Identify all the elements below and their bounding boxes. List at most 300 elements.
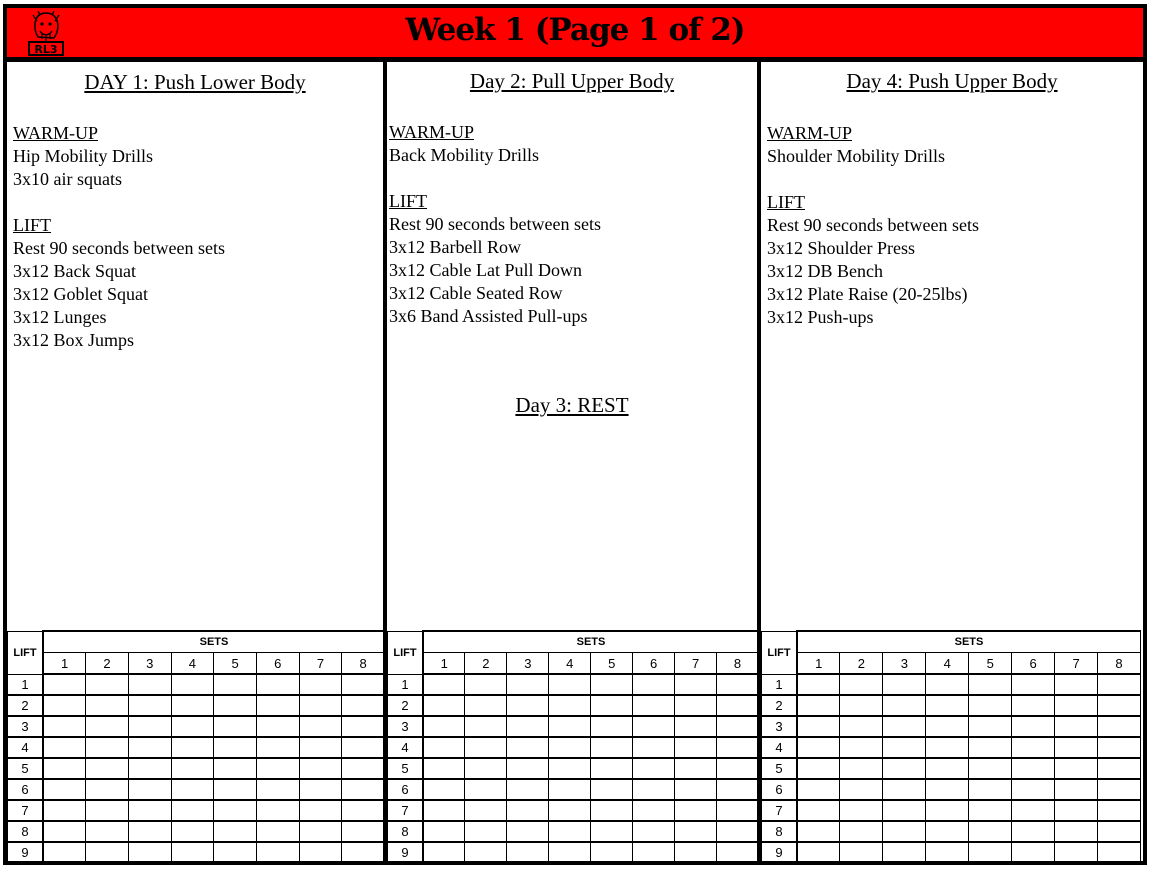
log-cell[interactable] bbox=[43, 842, 86, 862]
log-cell[interactable] bbox=[1055, 779, 1098, 800]
log-cell[interactable] bbox=[1055, 821, 1098, 842]
log-cell[interactable] bbox=[214, 737, 257, 758]
log-cell[interactable] bbox=[633, 695, 675, 716]
log-cell[interactable] bbox=[1098, 695, 1141, 716]
log-cell[interactable] bbox=[1055, 800, 1098, 821]
log-cell[interactable] bbox=[214, 779, 257, 800]
log-cell[interactable] bbox=[43, 758, 86, 779]
lift-heading: LIFT bbox=[389, 191, 427, 211]
set-number-header: 8 bbox=[1098, 653, 1141, 675]
log-cell[interactable] bbox=[717, 758, 759, 779]
log-cell[interactable] bbox=[86, 716, 129, 737]
log-cell[interactable] bbox=[299, 737, 342, 758]
log-cell[interactable] bbox=[171, 737, 214, 758]
log-cell[interactable] bbox=[797, 716, 840, 737]
log-cell[interactable] bbox=[342, 842, 385, 862]
warmup-heading: WARM-UP bbox=[13, 123, 99, 143]
lift-log-table bbox=[387, 630, 759, 861]
log-cell[interactable] bbox=[465, 674, 507, 695]
log-cell[interactable] bbox=[342, 737, 385, 758]
log-cell[interactable] bbox=[43, 800, 86, 821]
lift-heading: LIFT bbox=[767, 192, 805, 212]
lift-item: 3x12 Plate Raise (20-25lbs) bbox=[767, 284, 968, 304]
log-cell[interactable] bbox=[883, 758, 926, 779]
log-cell[interactable] bbox=[549, 716, 591, 737]
log-cell[interactable] bbox=[1055, 737, 1098, 758]
log-cell[interactable] bbox=[1098, 821, 1141, 842]
log-cell[interactable] bbox=[86, 758, 129, 779]
log-cell[interactable] bbox=[717, 800, 759, 821]
workout-sheet bbox=[3, 4, 1147, 865]
table-row bbox=[388, 695, 759, 716]
log-cell[interactable] bbox=[507, 716, 549, 737]
log-cell[interactable] bbox=[883, 737, 926, 758]
log-cell[interactable] bbox=[128, 800, 171, 821]
log-cell[interactable] bbox=[797, 695, 840, 716]
table-row bbox=[388, 821, 759, 842]
log-cell[interactable] bbox=[883, 779, 926, 800]
log-cell[interactable] bbox=[633, 842, 675, 862]
log-cell[interactable] bbox=[840, 800, 883, 821]
table-row bbox=[8, 758, 385, 779]
table-row bbox=[762, 695, 1141, 716]
log-cell[interactable] bbox=[1012, 842, 1055, 862]
log-cell[interactable] bbox=[926, 779, 969, 800]
log-cell[interactable] bbox=[299, 695, 342, 716]
lift-column-header: LIFT bbox=[8, 631, 44, 674]
log-cell[interactable] bbox=[465, 779, 507, 800]
log-cell[interactable] bbox=[969, 737, 1012, 758]
log-cell[interactable] bbox=[969, 800, 1012, 821]
log-cell[interactable] bbox=[342, 779, 385, 800]
log-cell[interactable] bbox=[1012, 800, 1055, 821]
log-cell[interactable] bbox=[171, 674, 214, 695]
log-cell[interactable] bbox=[171, 842, 214, 862]
set-number-header: 2 bbox=[86, 653, 129, 675]
day-1-column bbox=[7, 62, 387, 861]
set-number-header: 2 bbox=[465, 653, 507, 675]
log-cell[interactable] bbox=[840, 695, 883, 716]
log-cell[interactable] bbox=[549, 800, 591, 821]
log-cell[interactable] bbox=[171, 695, 214, 716]
set-number-header: 4 bbox=[926, 653, 969, 675]
set-number-header: 6 bbox=[1012, 653, 1055, 675]
log-cell[interactable] bbox=[797, 842, 840, 862]
log-cell[interactable] bbox=[171, 821, 214, 842]
log-cell[interactable] bbox=[926, 674, 969, 695]
log-cell[interactable] bbox=[840, 821, 883, 842]
log-cell[interactable] bbox=[128, 695, 171, 716]
log-cell[interactable] bbox=[675, 842, 717, 862]
table-row bbox=[762, 758, 1141, 779]
day-1-title: DAY 1: Push Lower Body bbox=[84, 70, 306, 94]
row-number: 4 bbox=[388, 737, 424, 758]
log-cell[interactable] bbox=[591, 716, 633, 737]
log-cell[interactable] bbox=[256, 674, 299, 695]
lift-heading: LIFT bbox=[13, 215, 51, 235]
log-cell[interactable] bbox=[926, 821, 969, 842]
log-cell[interactable] bbox=[675, 779, 717, 800]
log-cell[interactable] bbox=[675, 674, 717, 695]
day-4-content bbox=[767, 122, 979, 329]
log-cell[interactable] bbox=[299, 779, 342, 800]
lift-item: 3x12 Cable Seated Row bbox=[389, 283, 563, 303]
log-cell[interactable] bbox=[171, 758, 214, 779]
log-cell[interactable] bbox=[883, 716, 926, 737]
log-cell[interactable] bbox=[299, 800, 342, 821]
log-cell[interactable] bbox=[43, 737, 86, 758]
row-number: 3 bbox=[762, 716, 798, 737]
log-cell[interactable] bbox=[840, 758, 883, 779]
set-number-header: 5 bbox=[969, 653, 1012, 675]
log-cell[interactable] bbox=[342, 821, 385, 842]
log-cell[interactable] bbox=[1012, 821, 1055, 842]
lift-log-table bbox=[7, 630, 385, 861]
log-cell[interactable] bbox=[969, 842, 1012, 862]
log-cell[interactable] bbox=[1012, 695, 1055, 716]
log-cell[interactable] bbox=[926, 695, 969, 716]
log-cell[interactable] bbox=[675, 821, 717, 842]
log-cell[interactable] bbox=[549, 842, 591, 862]
set-number-header: 1 bbox=[797, 653, 840, 675]
log-cell[interactable] bbox=[128, 737, 171, 758]
lift-item: 3x12 Barbell Row bbox=[389, 237, 521, 257]
log-cell[interactable] bbox=[128, 716, 171, 737]
log-cell[interactable] bbox=[675, 716, 717, 737]
log-cell[interactable] bbox=[797, 821, 840, 842]
lift-item: Rest 90 seconds between sets bbox=[389, 214, 601, 234]
log-cell[interactable] bbox=[549, 779, 591, 800]
log-cell[interactable] bbox=[86, 821, 129, 842]
log-cell[interactable] bbox=[633, 716, 675, 737]
row-number: 2 bbox=[762, 695, 798, 716]
log-cell[interactable] bbox=[717, 779, 759, 800]
log-cell[interactable] bbox=[633, 737, 675, 758]
day-4-column bbox=[761, 62, 1143, 861]
log-cell[interactable] bbox=[883, 674, 926, 695]
log-cell[interactable] bbox=[43, 779, 86, 800]
set-number-header: 7 bbox=[299, 653, 342, 675]
log-cell[interactable] bbox=[256, 821, 299, 842]
log-cell[interactable] bbox=[214, 674, 257, 695]
log-cell[interactable] bbox=[423, 695, 465, 716]
table-row bbox=[762, 716, 1141, 737]
row-number: 2 bbox=[388, 695, 424, 716]
log-cell[interactable] bbox=[342, 674, 385, 695]
log-cell[interactable] bbox=[969, 716, 1012, 737]
table-row bbox=[8, 737, 385, 758]
lift-item: 3x12 Goblet Squat bbox=[13, 284, 148, 304]
log-cell[interactable] bbox=[86, 674, 129, 695]
log-cell[interactable] bbox=[840, 674, 883, 695]
log-cell[interactable] bbox=[633, 674, 675, 695]
row-number: 5 bbox=[8, 758, 44, 779]
log-cell[interactable] bbox=[1055, 842, 1098, 862]
day-2-column bbox=[387, 62, 761, 861]
log-cell[interactable] bbox=[840, 842, 883, 862]
log-cell[interactable] bbox=[342, 695, 385, 716]
sets-header: SETS bbox=[43, 631, 385, 653]
log-cell[interactable] bbox=[840, 737, 883, 758]
log-cell[interactable] bbox=[549, 674, 591, 695]
row-number: 1 bbox=[388, 674, 424, 695]
log-cell[interactable] bbox=[633, 821, 675, 842]
log-cell[interactable] bbox=[675, 800, 717, 821]
sets-header: SETS bbox=[423, 631, 759, 653]
log-cell[interactable] bbox=[717, 716, 759, 737]
table-row bbox=[762, 779, 1141, 800]
lift-column-header: LIFT bbox=[762, 631, 798, 674]
log-cell[interactable] bbox=[214, 821, 257, 842]
log-cell[interactable] bbox=[717, 737, 759, 758]
day-2-content bbox=[389, 121, 601, 328]
log-cell[interactable] bbox=[969, 779, 1012, 800]
log-cell[interactable] bbox=[549, 695, 591, 716]
row-number: 1 bbox=[8, 674, 44, 695]
log-cell[interactable] bbox=[256, 842, 299, 862]
log-cell[interactable] bbox=[797, 779, 840, 800]
log-cell[interactable] bbox=[1055, 716, 1098, 737]
log-cell[interactable] bbox=[465, 800, 507, 821]
log-cell[interactable] bbox=[717, 821, 759, 842]
set-number-header: 2 bbox=[840, 653, 883, 675]
page-header bbox=[7, 8, 1143, 62]
log-cell[interactable] bbox=[591, 821, 633, 842]
log-cell[interactable] bbox=[675, 737, 717, 758]
row-number: 4 bbox=[762, 737, 798, 758]
day-4-title: Day 4: Push Upper Body bbox=[846, 69, 1058, 93]
log-cell[interactable] bbox=[128, 821, 171, 842]
set-number-header: 4 bbox=[171, 653, 214, 675]
log-cell[interactable] bbox=[1098, 779, 1141, 800]
set-number-header: 1 bbox=[43, 653, 86, 675]
log-cell[interactable] bbox=[423, 821, 465, 842]
log-cell[interactable] bbox=[465, 716, 507, 737]
log-cell[interactable] bbox=[171, 716, 214, 737]
log-cell[interactable] bbox=[840, 779, 883, 800]
log-cell[interactable] bbox=[926, 737, 969, 758]
log-cell[interactable] bbox=[256, 695, 299, 716]
log-cell[interactable] bbox=[423, 842, 465, 862]
log-cell[interactable] bbox=[128, 674, 171, 695]
log-cell[interactable] bbox=[423, 674, 465, 695]
log-cell[interactable] bbox=[883, 821, 926, 842]
log-cell[interactable] bbox=[214, 800, 257, 821]
log-cell[interactable] bbox=[43, 674, 86, 695]
log-cell[interactable] bbox=[1098, 800, 1141, 821]
log-cell[interactable] bbox=[1012, 779, 1055, 800]
log-cell[interactable] bbox=[423, 716, 465, 737]
table-row bbox=[8, 821, 385, 842]
lift-item: 3x12 Lunges bbox=[13, 307, 107, 327]
log-cell[interactable] bbox=[256, 716, 299, 737]
log-cell[interactable] bbox=[591, 737, 633, 758]
log-cell[interactable] bbox=[342, 758, 385, 779]
log-cell[interactable] bbox=[1012, 758, 1055, 779]
log-cell[interactable] bbox=[926, 842, 969, 862]
log-cell[interactable] bbox=[507, 695, 549, 716]
log-cell[interactable] bbox=[86, 800, 129, 821]
log-cell[interactable] bbox=[1098, 674, 1141, 695]
log-cell[interactable] bbox=[883, 842, 926, 862]
log-cell[interactable] bbox=[507, 779, 549, 800]
log-cell[interactable] bbox=[549, 737, 591, 758]
log-cell[interactable] bbox=[797, 737, 840, 758]
row-number: 7 bbox=[762, 800, 798, 821]
table-row bbox=[762, 737, 1141, 758]
log-cell[interactable] bbox=[465, 758, 507, 779]
log-cell[interactable] bbox=[507, 674, 549, 695]
log-cell[interactable] bbox=[128, 842, 171, 862]
log-cell[interactable] bbox=[128, 758, 171, 779]
day-2-title: Day 2: Pull Upper Body bbox=[469, 69, 675, 93]
lift-item: 3x12 Cable Lat Pull Down bbox=[389, 260, 582, 280]
set-number-header: 7 bbox=[1055, 653, 1098, 675]
row-number: 8 bbox=[762, 821, 798, 842]
log-cell[interactable] bbox=[591, 758, 633, 779]
log-cell[interactable] bbox=[507, 842, 549, 862]
log-cell[interactable] bbox=[1012, 716, 1055, 737]
log-cell[interactable] bbox=[507, 737, 549, 758]
log-cell[interactable] bbox=[840, 716, 883, 737]
log-cell[interactable] bbox=[256, 758, 299, 779]
log-cell[interactable] bbox=[423, 779, 465, 800]
log-cell[interactable] bbox=[969, 758, 1012, 779]
log-cell[interactable] bbox=[717, 695, 759, 716]
log-cell[interactable] bbox=[299, 758, 342, 779]
log-cell[interactable] bbox=[86, 737, 129, 758]
log-cell[interactable] bbox=[423, 737, 465, 758]
log-cell[interactable] bbox=[969, 695, 1012, 716]
table-row bbox=[762, 674, 1141, 695]
log-cell[interactable] bbox=[591, 800, 633, 821]
table-row bbox=[388, 800, 759, 821]
row-number: 9 bbox=[762, 842, 798, 862]
log-cell[interactable] bbox=[883, 695, 926, 716]
set-number-header: 6 bbox=[633, 653, 675, 675]
log-cell[interactable] bbox=[633, 779, 675, 800]
log-cell[interactable] bbox=[717, 674, 759, 695]
log-cell[interactable] bbox=[883, 800, 926, 821]
log-cell[interactable] bbox=[1098, 842, 1141, 862]
log-cell[interactable] bbox=[128, 779, 171, 800]
log-cell[interactable] bbox=[633, 758, 675, 779]
log-cell[interactable] bbox=[717, 842, 759, 862]
lift-item: Rest 90 seconds between sets bbox=[13, 238, 225, 258]
log-cell[interactable] bbox=[591, 842, 633, 862]
log-cell[interactable] bbox=[171, 800, 214, 821]
lift-item: Rest 90 seconds between sets bbox=[767, 215, 979, 235]
set-number-header: 4 bbox=[549, 653, 591, 675]
row-number: 6 bbox=[388, 779, 424, 800]
log-cell[interactable] bbox=[214, 842, 257, 862]
row-number: 3 bbox=[8, 716, 44, 737]
log-cell[interactable] bbox=[299, 821, 342, 842]
log-cell[interactable] bbox=[1012, 737, 1055, 758]
log-cell[interactable] bbox=[43, 821, 86, 842]
log-cell[interactable] bbox=[1098, 758, 1141, 779]
log-cell[interactable] bbox=[256, 779, 299, 800]
set-number-header: 3 bbox=[128, 653, 171, 675]
log-cell[interactable] bbox=[1055, 695, 1098, 716]
table-row bbox=[388, 737, 759, 758]
log-cell[interactable] bbox=[43, 716, 86, 737]
table-row bbox=[762, 800, 1141, 821]
log-cell[interactable] bbox=[591, 779, 633, 800]
log-cell[interactable] bbox=[465, 737, 507, 758]
log-cell[interactable] bbox=[299, 674, 342, 695]
log-cell[interactable] bbox=[507, 821, 549, 842]
page-title: Week 1 (Page 1 of 2) bbox=[405, 12, 745, 48]
log-cell[interactable] bbox=[465, 695, 507, 716]
log-cell[interactable] bbox=[171, 779, 214, 800]
log-cell[interactable] bbox=[1012, 674, 1055, 695]
log-cell[interactable] bbox=[797, 800, 840, 821]
set-number-header: 3 bbox=[883, 653, 926, 675]
log-cell[interactable] bbox=[214, 695, 257, 716]
log-cell[interactable] bbox=[86, 695, 129, 716]
log-cell[interactable] bbox=[507, 800, 549, 821]
log-cell[interactable] bbox=[214, 716, 257, 737]
log-cell[interactable] bbox=[1055, 674, 1098, 695]
log-cell[interactable] bbox=[969, 821, 1012, 842]
row-number: 1 bbox=[762, 674, 798, 695]
log-cell[interactable] bbox=[926, 716, 969, 737]
log-cell[interactable] bbox=[299, 842, 342, 862]
log-cell[interactable] bbox=[591, 695, 633, 716]
log-cell[interactable] bbox=[465, 842, 507, 862]
row-number: 8 bbox=[8, 821, 44, 842]
table-row bbox=[388, 779, 759, 800]
log-cell[interactable] bbox=[423, 800, 465, 821]
row-number: 7 bbox=[388, 800, 424, 821]
log-cell[interactable] bbox=[591, 674, 633, 695]
log-cell[interactable] bbox=[797, 674, 840, 695]
log-cell[interactable] bbox=[86, 842, 129, 862]
log-cell[interactable] bbox=[299, 716, 342, 737]
lift-column-header: LIFT bbox=[388, 631, 424, 674]
warmup-item: Hip Mobility Drills bbox=[13, 146, 154, 166]
log-cell[interactable] bbox=[465, 821, 507, 842]
log-cell[interactable] bbox=[256, 800, 299, 821]
log-cell[interactable] bbox=[342, 800, 385, 821]
row-number: 3 bbox=[388, 716, 424, 737]
log-cell[interactable] bbox=[549, 821, 591, 842]
day-3-title: Day 3: REST bbox=[515, 393, 629, 417]
log-cell[interactable] bbox=[633, 800, 675, 821]
log-cell[interactable] bbox=[342, 716, 385, 737]
log-cell[interactable] bbox=[969, 674, 1012, 695]
log-cell[interactable] bbox=[214, 758, 257, 779]
table-row bbox=[762, 842, 1141, 862]
log-cell[interactable] bbox=[926, 758, 969, 779]
log-cell[interactable] bbox=[1098, 737, 1141, 758]
log-cell[interactable] bbox=[549, 758, 591, 779]
log-cell[interactable] bbox=[86, 779, 129, 800]
log-cell[interactable] bbox=[43, 695, 86, 716]
log-cell[interactable] bbox=[1098, 716, 1141, 737]
log-cell[interactable] bbox=[1055, 758, 1098, 779]
log-cell[interactable] bbox=[256, 737, 299, 758]
table-row bbox=[388, 674, 759, 695]
log-cell[interactable] bbox=[926, 800, 969, 821]
lift-item: 3x12 Push-ups bbox=[767, 307, 874, 327]
log-cell[interactable] bbox=[797, 758, 840, 779]
log-cell[interactable] bbox=[675, 758, 717, 779]
log-cell[interactable] bbox=[423, 758, 465, 779]
log-cell[interactable] bbox=[507, 758, 549, 779]
log-cell[interactable] bbox=[675, 695, 717, 716]
